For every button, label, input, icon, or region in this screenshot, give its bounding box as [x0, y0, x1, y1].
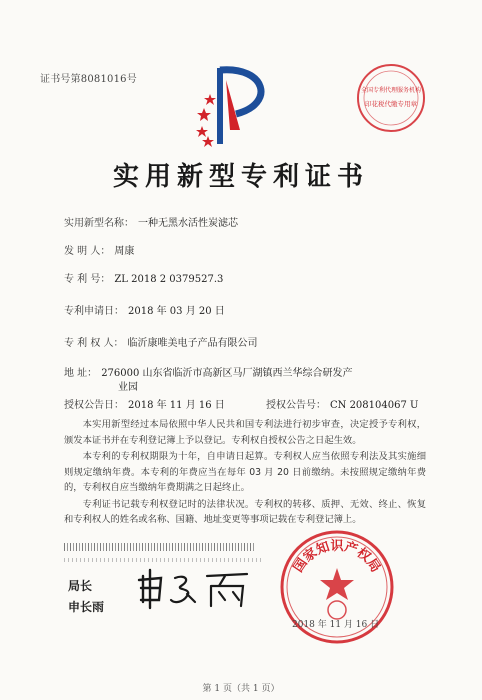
field-grant — [64, 396, 418, 411]
field-patentee — [64, 334, 258, 349]
field-label: 发 明 人： — [64, 246, 111, 257]
notice-paragraph: 本实用新型经过本局依照中华人民共和国专利法进行初步审查，决定授予专利权，颁发本证书并在专利登记簿上予以登记。专利权自授权公告之日起生效。 — [64, 419, 426, 446]
director-label: 局长 — [68, 579, 93, 593]
notice-text — [64, 417, 426, 528]
field-label: 实用新型名称： — [64, 218, 134, 229]
director-name: 申长雨 — [68, 600, 105, 614]
page-footer: 第 1 页（共 1 页） — [202, 684, 280, 694]
seal-ring-text-path: 国家知识产权局 — [291, 539, 383, 576]
barcode-line — [64, 558, 264, 562]
field-label: 专 利 号： — [64, 274, 111, 285]
field-utility-model-name — [64, 214, 238, 229]
field-filing-date — [64, 302, 225, 317]
certificate-number-label: 证书号 — [40, 74, 71, 85]
field-address — [64, 364, 353, 379]
notice-paragraph: 本专利的专利权期限为十年，自申请日起算。专利权人应当依照专利法及其实施细则规定缴纳年费。本专利的年费应当在每年 03 月 20 日前缴纳。未按照规定缴纳年费的，专利权自应当缴纳年费期满之日起终止。 — [64, 451, 426, 493]
field-address-line2: 业园 — [118, 382, 138, 393]
field-value: 276000 山东省临沂市高新区马厂湖镇西兰华综合研发产 — [101, 368, 353, 379]
field-value: 一种无黑水活性炭滤芯 — [138, 218, 238, 229]
certificate-number — [40, 70, 137, 85]
patent-office-logo — [196, 60, 278, 152]
barcode — [64, 543, 254, 551]
field-value: 2018 年 11 月 16 日 — [128, 400, 225, 411]
field-value: 2018 年 03 月 20 日 — [128, 306, 225, 317]
notice-paragraph: 专利证书记载专利权登记时的法律状况。专利权的转移、质押、无效、终止、恢复和专利权人的姓名或名称、国籍、地址变更等事项记载在专利登记簿上。 — [64, 498, 426, 525]
field-label: 专 利 权 人： — [64, 338, 124, 349]
field-patent-number — [64, 270, 223, 285]
certificate-title: 实用新型专利证书 — [112, 162, 369, 192]
field-label: 地 址： — [64, 368, 98, 379]
field-label: 授权公告日： — [64, 400, 124, 411]
tax-stamp-ring-text: 全国专利代理服务机构 — [360, 87, 422, 94]
seal-date: 2018 年 11 月 16 日 — [292, 620, 380, 630]
field-value-publication: CN 208104067 U — [329, 400, 419, 411]
field-value: 临沂康唯美电子产品有限公司 — [127, 338, 258, 349]
tax-stamp-seal — [355, 62, 427, 134]
field-value: 周康 — [114, 246, 135, 257]
field-inventor — [64, 242, 134, 257]
handwritten-signature — [135, 566, 255, 610]
field-value: ZL 2018 2 0379527.3 — [114, 274, 224, 285]
field-label: 专利申请日： — [64, 306, 124, 317]
certificate-number-value: 第8081016号 — [70, 74, 137, 85]
field-label-publication: 授权公告号： — [265, 400, 326, 411]
tax-stamp-center-text: 印花税代缴专用章 — [365, 100, 417, 108]
